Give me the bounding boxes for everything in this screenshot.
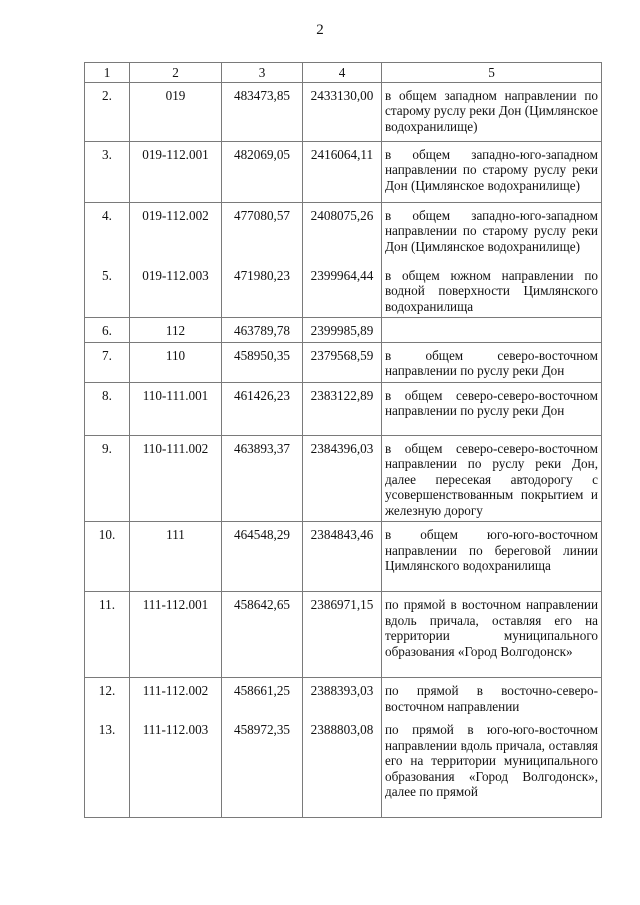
boundary-description: в общем западно-юго-западном направлении по старому руслу реки Дон (Цимлянское водохранилище)	[382, 141, 602, 202]
boundary-description: в общем северо-северо-восточном направлении по руслу реки Дон, далее пересекая автодорогу с усовершенствованным покрытием и железную дорогу	[382, 435, 602, 522]
table-header-row	[85, 63, 602, 83]
boundary-description: в общем южном направлении по водной поверхности Цимлянского водохранилища	[382, 263, 602, 318]
row-number: 9.	[85, 435, 130, 522]
table-row	[85, 717, 602, 818]
point-id: 111	[130, 522, 222, 592]
row-number: 3.	[85, 141, 130, 202]
point-id: 019-112.003	[130, 263, 222, 318]
row-number: 6.	[85, 318, 130, 343]
boundary-description: в общем юго-юго-восточном направлении по береговой линии Цимлянского водохранилища	[382, 522, 602, 592]
row-number: 7.	[85, 342, 130, 382]
coord-x: 458642,65	[222, 592, 303, 678]
point-id: 110-111.002	[130, 435, 222, 522]
coord-x: 463789,78	[222, 318, 303, 343]
table-row	[85, 382, 602, 435]
coord-x: 471980,23	[222, 263, 303, 318]
row-number: 12.	[85, 678, 130, 718]
coord-y: 2384396,03	[303, 435, 382, 522]
coord-y: 2383122,89	[303, 382, 382, 435]
row-number: 11.	[85, 592, 130, 678]
page-number: 2	[316, 22, 324, 38]
boundary-description: в общем западном направлении по старому руслу реки Дон (Цимлянское водохранилище)	[382, 82, 602, 141]
row-number: 5.	[85, 263, 130, 318]
coord-y: 2386971,15	[303, 592, 382, 678]
row-number: 2.	[85, 82, 130, 141]
point-id: 019-112.001	[130, 141, 222, 202]
row-number: 13.	[85, 717, 130, 818]
coord-y: 2433130,00	[303, 82, 382, 141]
boundary-description: в общем северо-северо-восточном направлении по руслу реки Дон	[382, 382, 602, 435]
point-id: 111-112.001	[130, 592, 222, 678]
row-number: 8.	[85, 382, 130, 435]
table-row	[85, 82, 602, 141]
coord-x: 461426,23	[222, 382, 303, 435]
header-col-5: 5	[382, 63, 602, 83]
table-row	[85, 592, 602, 678]
boundary-description: в общем западно-юго-западном направлении по старому руслу реки Дон (Цимлянское водохранилище)	[382, 202, 602, 263]
table-row	[85, 263, 602, 318]
coord-x: 458950,35	[222, 342, 303, 382]
coord-x: 458972,35	[222, 717, 303, 818]
point-id: 111-112.003	[130, 717, 222, 818]
point-id: 112	[130, 318, 222, 343]
coord-y: 2379568,59	[303, 342, 382, 382]
coord-x: 483473,85	[222, 82, 303, 141]
row-number: 10.	[85, 522, 130, 592]
point-id: 110-111.001	[130, 382, 222, 435]
coord-y: 2408075,26	[303, 202, 382, 263]
table-row	[85, 141, 602, 202]
table-row	[85, 678, 602, 718]
table-row	[85, 435, 602, 522]
coord-x: 464548,29	[222, 522, 303, 592]
point-id: 110	[130, 342, 222, 382]
header-col-1: 1	[85, 63, 130, 83]
coord-y: 2388393,03	[303, 678, 382, 718]
header-col-2: 2	[130, 63, 222, 83]
boundary-description: по прямой в юго-юго-восточном направлении вдоль причала, оставляя его на территории муниципального образования «Город Волгодонск», далее по прямой	[382, 717, 602, 818]
coord-y: 2399985,89	[303, 318, 382, 343]
coord-x: 482069,05	[222, 141, 303, 202]
point-id: 019	[130, 82, 222, 141]
coord-x: 458661,25	[222, 678, 303, 718]
header-col-4: 4	[303, 63, 382, 83]
coord-y: 2416064,11	[303, 141, 382, 202]
table-row	[85, 342, 602, 382]
point-id: 019-112.002	[130, 202, 222, 263]
coord-x: 463893,37	[222, 435, 303, 522]
boundary-description: по прямой в восточном направлении вдоль причала, оставляя его на территории муниципального образования «Город Волгодонск»	[382, 592, 602, 678]
boundary-description: в общем северо-восточном направлении по руслу реки Дон	[382, 342, 602, 382]
row-number: 4.	[85, 202, 130, 263]
point-id: 111-112.002	[130, 678, 222, 718]
coord-y: 2384843,46	[303, 522, 382, 592]
coord-y: 2399964,44	[303, 263, 382, 318]
table-row	[85, 202, 602, 263]
coord-y: 2388803,08	[303, 717, 382, 818]
boundary-description: по прямой в восточно-северо-восточном направлении	[382, 678, 602, 718]
table-row	[85, 522, 602, 592]
boundary-description	[382, 318, 602, 343]
header-col-3: 3	[222, 63, 303, 83]
table-row	[85, 318, 602, 343]
boundary-coordinates-table	[84, 62, 602, 818]
coord-x: 477080,57	[222, 202, 303, 263]
